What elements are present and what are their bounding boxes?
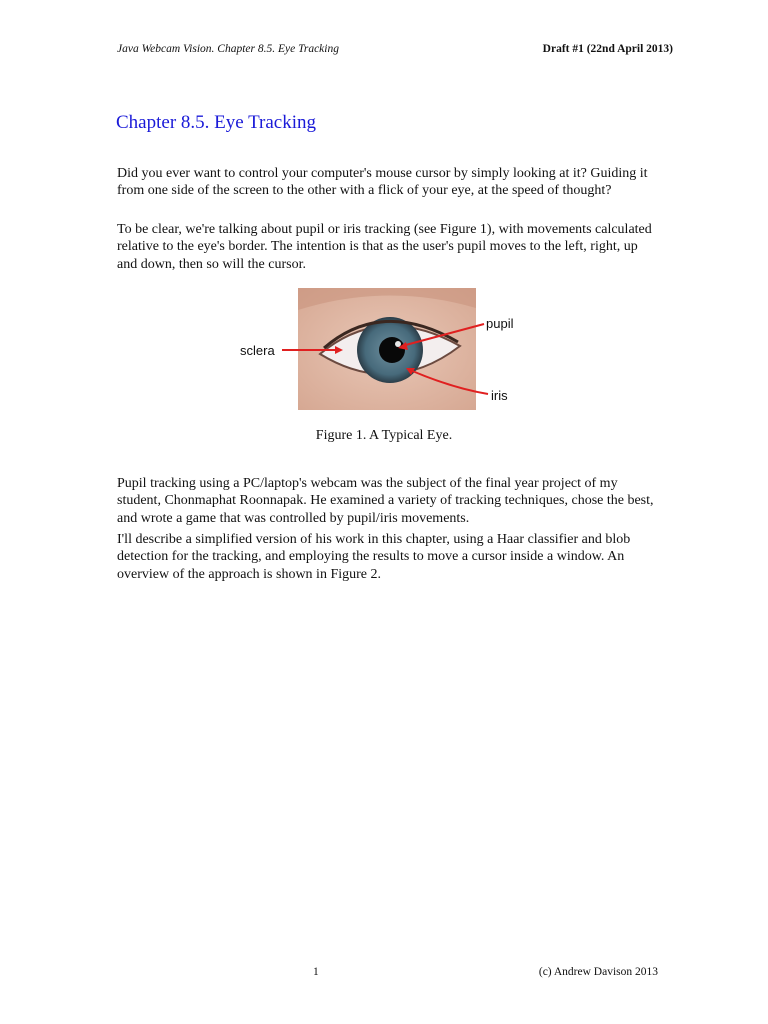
eye-illustration xyxy=(232,288,522,412)
running-header-draft: Draft #1 (22nd April 2013) xyxy=(542,43,673,55)
paragraph-1: Did you ever want to control your computer's mouse cursor by simply looking at it? Guiding it from one side of the screen to the other with a flick of your eye, at the speed of thought? xyxy=(117,166,648,199)
pupil-shape xyxy=(379,337,405,363)
paragraph-4: I'll describe a simplified version of his work in this chapter, using a Haar classifier and blob detection for the tracking, and employing the results to move a cursor inside a window. An overview of the approach is shown in Figure 2. xyxy=(117,532,631,582)
label-iris: iris xyxy=(491,388,508,403)
eye-figure xyxy=(232,288,522,412)
paragraph-3: Pupil tracking using a PC/laptop's webcam was the subject of the final year project of my student, Chonmaphat Roonnapak. He examined a variety of tracking techniques, chose the best, and wrote a game that was controlled by pupil/iris movements. xyxy=(117,476,654,526)
label-pupil: pupil xyxy=(486,316,514,331)
paragraph-2: To be clear, we're talking about pupil or iris tracking (see Figure 1), with movements calculated relative to the eye's border. The intention is that as the user's pupil moves to the left, right, up and down, then so will the cursor. xyxy=(117,222,652,272)
page-number: 1 xyxy=(313,966,319,978)
running-header-title: Java Webcam Vision. Chapter 8.5. Eye Tracking xyxy=(117,43,339,55)
label-sclera: sclera xyxy=(240,343,275,358)
copyright-notice: (c) Andrew Davison 2013 xyxy=(538,966,658,978)
figure-caption: Figure 1. A Typical Eye. xyxy=(315,428,453,443)
chapter-title: Chapter 8.5. Eye Tracking xyxy=(116,112,317,133)
